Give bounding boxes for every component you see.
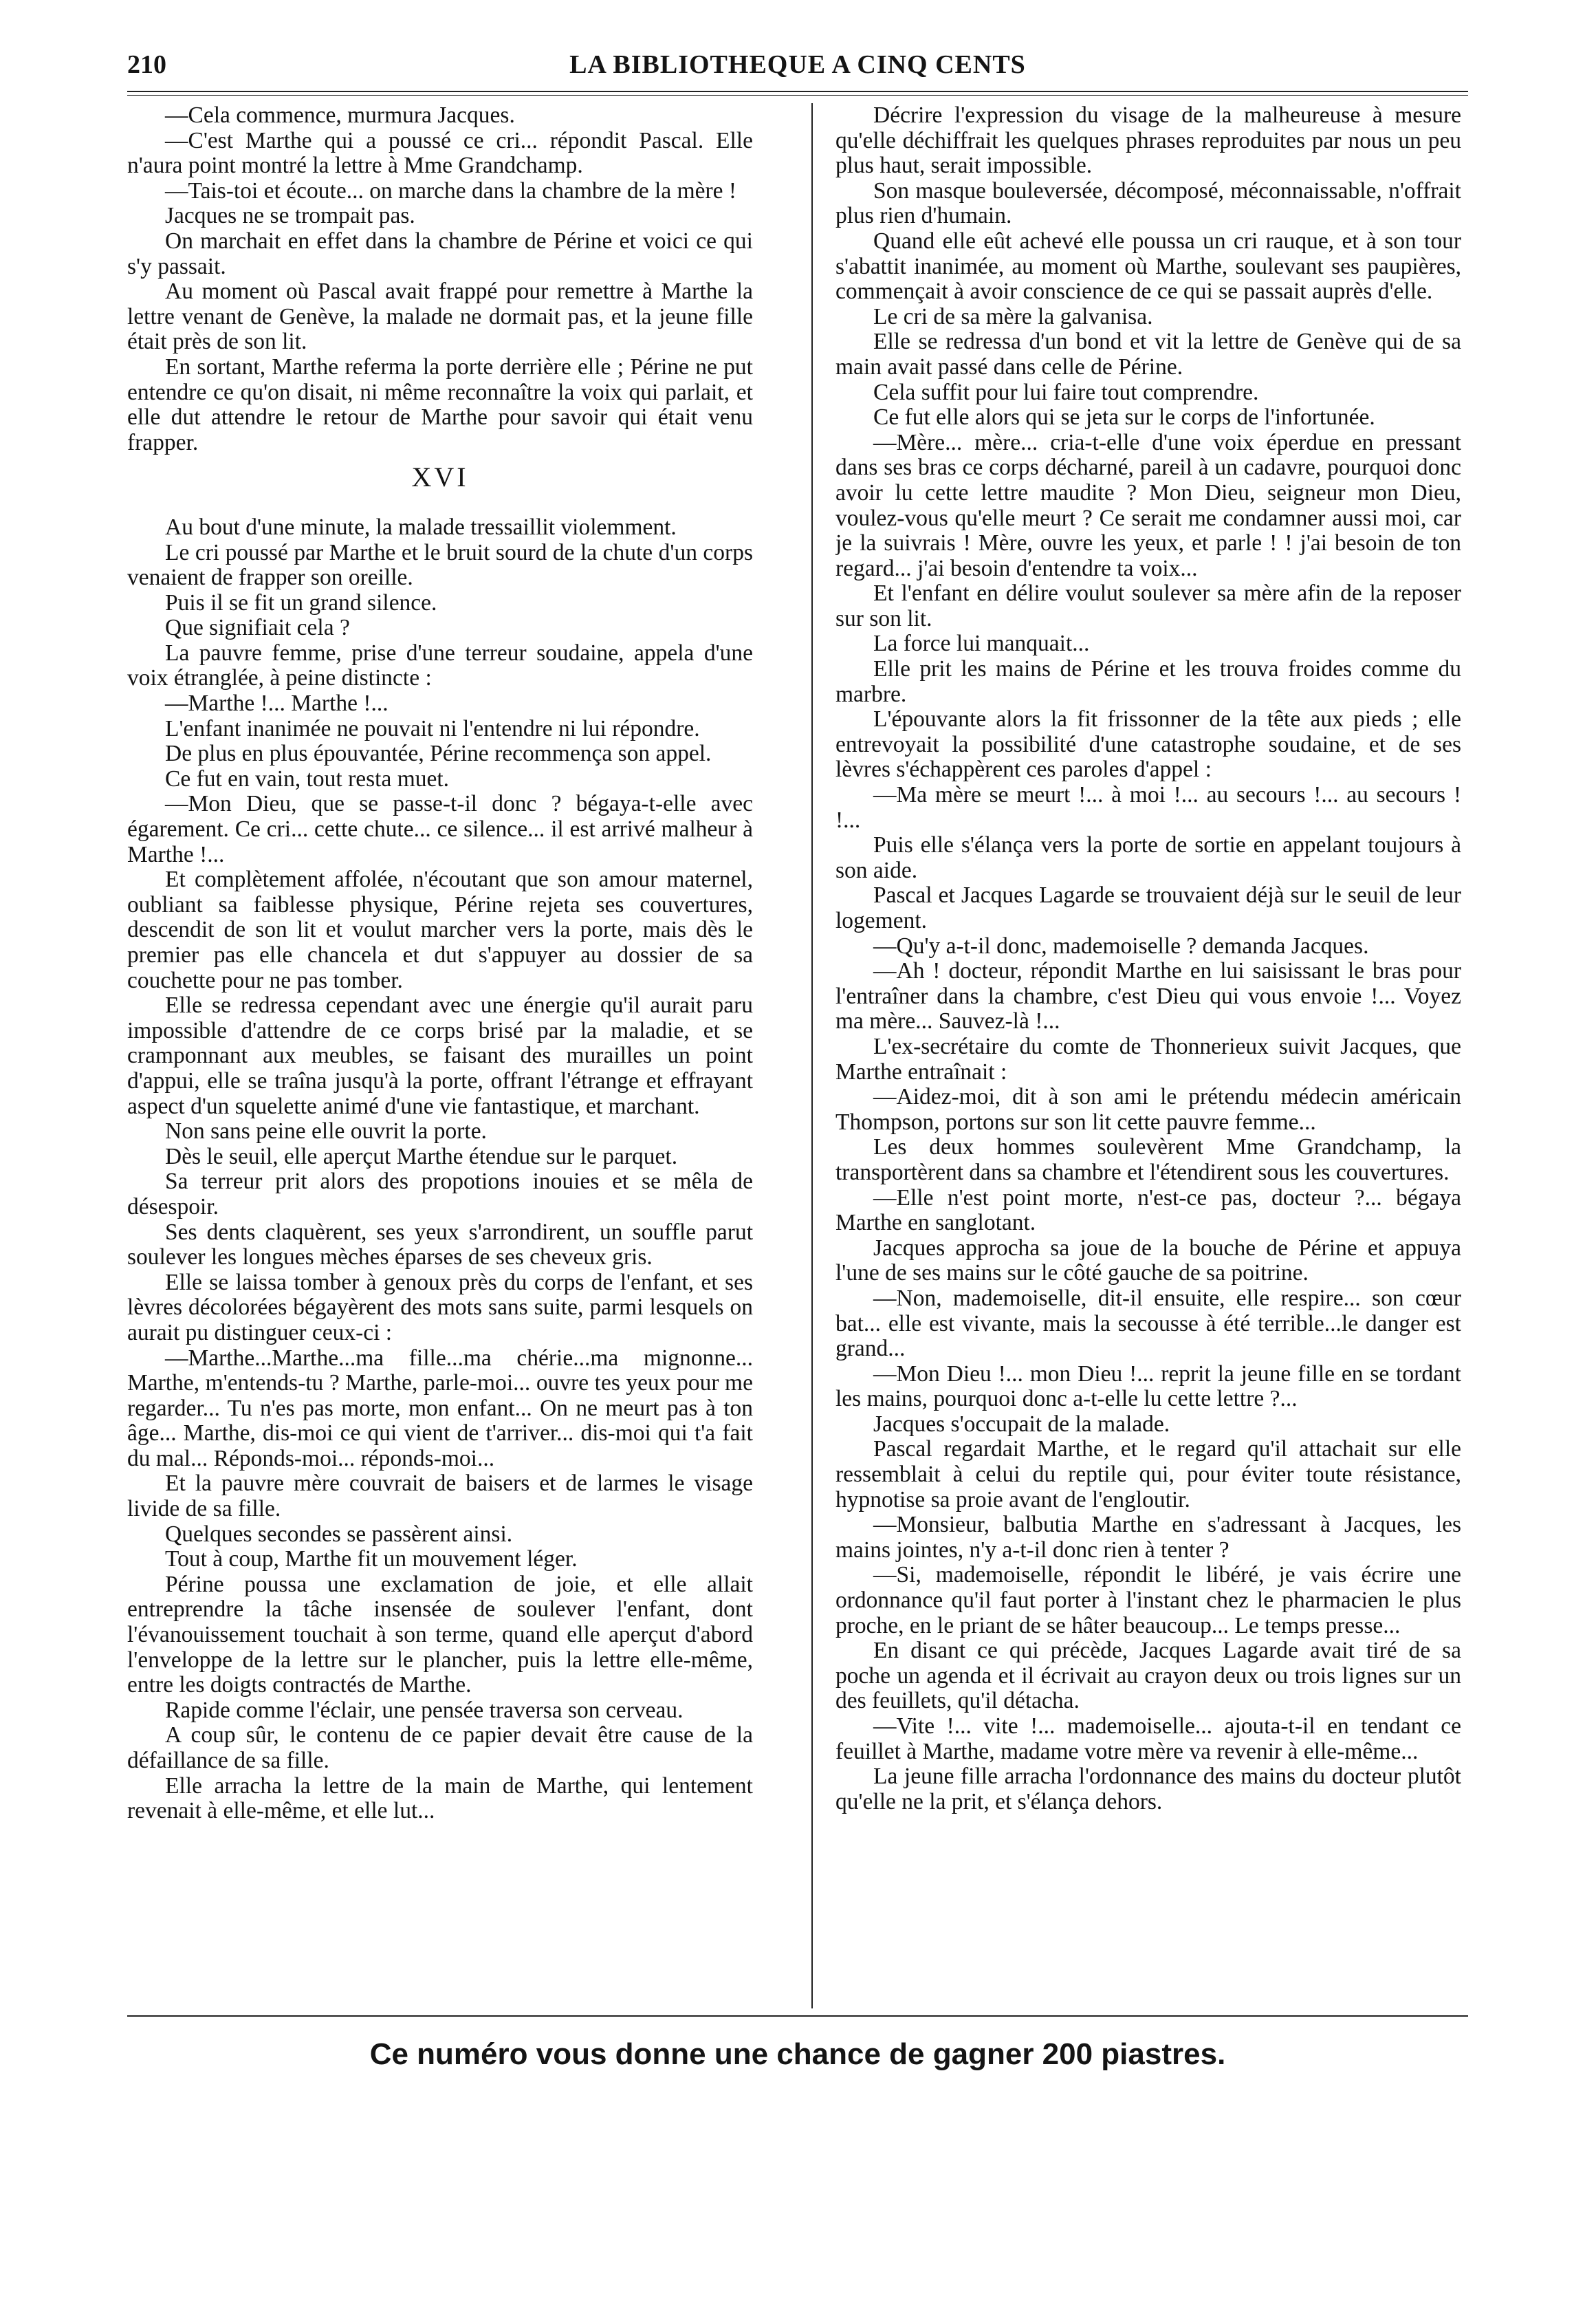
paragraph: Tout à coup, Marthe fit un mouvement léger. [165,1546,578,1572]
paragraph: L'épouvante alors la fit frissonner de la tête aux pieds ; elle entrevoyait la possibilité d'une catastrophe soudaine, et de ses lèvres s'échappèrent ces paroles d'appel : [835,706,1461,783]
paragraph: Et complètement affolée, n'écoutant que son amour maternel, oubliant sa faiblesse physique, Périne rejeta ses couvertures, descendit de son lit et voulut marcher vers la porte, mais dès le premier pas elle chancela et dut s'appuyer au dossier de sa couchette pour ne pas tomber. [127,867,753,993]
paragraph: Puis elle s'élança vers la porte de sortie en appelant toujours à son aide. [835,832,1461,883]
paragraph: Et la pauvre mère couvrait de baisers et de larmes le visage livide de sa fille. [127,1471,753,1522]
paragraph: A coup sûr, le contenu de ce papier devait être cause de la défaillance de sa fille. [127,1722,753,1773]
paragraph: Son masque bouleversée, décomposé, méconnaissable, n'offrait plus rien d'humain. [835,177,1461,229]
paragraph: Les deux hommes soulevèrent Mme Grandchamp, la transportèrent dans sa chambre et l'étendirent sous les couvertures. [835,1134,1461,1185]
left-paragraphs-after [127,515,753,1824]
paragraph: Et l'enfant en délire voulut soulever sa mère afin de la reposer sur son lit. [835,581,1461,631]
paragraph: On marchait en effet dans la chambre de Périne et voici ce qui s'y passait. [127,228,753,279]
paragraph: Quand elle eût achevé elle poussa un cri rauque, et à son tour s'abattit inanimée, au moment où Marthe, soulevant ses paupières, commençait à avoir conscience de ce qui se passait auprès d'elle. [835,228,1461,305]
paragraph: —Marthe !... Marthe !... [165,691,389,717]
paragraph: Jacques approcha sa joue de la bouche de Périne et appuya l'une de ses mains sur le côté gauche de sa poitrine. [835,1235,1461,1286]
paragraph: —Mon Dieu !... mon Dieu !... reprit la jeune fille en se tordant les mains, pourquoi donc a-t-elle lu cette lettre ?... [835,1361,1461,1412]
paragraph: Elle se laissa tomber à genoux près du corps de l'enfant, et ses lèvres décolorées bégayèrent des mots sans suite, parmi lesquels on aurait pu distinguer ceux-ci : [127,1269,753,1345]
paragraph: —Marthe...Marthe...ma fille...ma chérie...ma mignonne... Marthe, m'entends-tu ? Marthe, parle-moi... ouvre tes yeux pour me regarder... Tu n'es pas morte, mon enfant... On ne meurt pas à ton âge... Marthe, dis-moi ce qui vient de t'arriver... dis-moi qui t'a fait du mal... Réponds-moi... réponds-moi... [127,1345,753,1471]
left-column [127,103,753,2002]
running-head: LA BIBLIOTHEQUE A CINQ CENTS [569,50,1026,79]
paragraph: —Monsieur, balbutia Marthe en s'adressant à Jacques, les mains jointes, n'y a-t-il donc rien à tenter ? [835,1512,1461,1563]
paragraph: —Elle n'est point morte, n'est-ce pas, docteur ?... bégaya Marthe en sanglotant. [835,1184,1461,1236]
paragraph: Elle se redressa cependant avec une énergie qu'il aurait paru impossible d'attendre de ce corps brisé par la maladie, et se cramponnant aux meubles, se faisant des murailles un point d'appui, elle se traîna jusqu'à la porte, offrant l'étrange et effrayant aspect d'un squelette animé d'une vie fantastique, et marchant. [127,993,753,1119]
column-separator [811,103,813,2008]
left-paragraphs-before [127,103,753,455]
paragraph: Quelques secondes se passèrent ainsi. [165,1521,513,1547]
paragraph: L'ex-secrétaire du comte de Thonnerieux suivit Jacques, que Marthe entraînait : [835,1033,1461,1085]
page-header [127,50,1468,85]
paragraph: Pascal et Jacques Lagarde se trouvaient déjà sur le seuil de leur logement. [835,882,1461,933]
paragraph: —C'est Marthe qui a poussé ce cri... répondit Pascal. Elle n'aura point montré la lettre à Mme Grandchamp. [127,127,753,179]
paragraph: —Mon Dieu, que se passe-t-il donc ? bégaya-t-elle avec égarement. Ce cri... cette chute... ce silence... il est arrivé malheur à Marthe !... [127,791,753,867]
page-number: 210 [127,50,166,79]
paragraph: Rapide comme l'éclair, une pensée traversa son cerveau. [165,1697,684,1723]
paragraph: Jacques ne se trompait pas. [165,203,415,229]
right-column [835,103,1461,2002]
paragraph: —Si, mademoiselle, répondit le libéré, je vais écrire une ordonnance qu'il faut porter à l'instant chez le pharmacien le plus proche, en le priant de se hâter beaucoup... Le temps presse... [835,1562,1461,1638]
paragraph: En disant ce qui précède, Jacques Lagarde avait tiré de sa poche un agenda et il écrivait au crayon deux ou trois lignes sur un des feuillets, qu'il détacha. [835,1638,1461,1714]
paragraph: Dès le seuil, elle aperçut Marthe étendue sur le parquet. [165,1143,678,1169]
header-rule-thin [127,95,1468,96]
paragraph: Elle arracha la lettre de la main de Marthe, qui lentement revenait à elle-même, et elle lut... [127,1773,753,1824]
paragraph: Elle se redressa d'un bond et vit la lettre de Genève qui de sa main avait passé dans celle de Périne. [835,329,1461,380]
paragraph: De plus en plus épouvantée, Périne recommença son appel. [165,741,712,767]
paragraph: —Ah ! docteur, répondit Marthe en lui saisissant le bras pour l'entraîner dans la chambre, c'est Dieu qui vous envoie !... Voyez ma mère... Sauvez-là !... [835,958,1461,1034]
chapter-heading: XVI [411,462,469,493]
paragraph: Que signifiait cela ? [165,615,350,641]
header-rule [127,91,1468,92]
paragraph: Puis il se fit un grand silence. [165,589,437,616]
paragraph: En sortant, Marthe referma la porte derrière elle ; Périne ne put entendre ce qu'on disait, ni même reconnaître la voix qui parlait, et elle dut attendre le retour de Marthe pour savoir qui était venu frapper. [127,354,753,455]
paragraph: Cela suffit pour lui faire tout comprendre. [873,379,1259,405]
paragraph: Elle prit les mains de Périne et les trouva froides comme du marbre. [835,656,1461,707]
paragraph: Ce fut elle alors qui se jeta sur le corps de l'infortunée. [873,404,1375,431]
paragraph: Décrire l'expression du visage de la malheureuse à mesure qu'elle déchiffrait les quelques phrases reproduites par nous un peu plus haut, serait impossible. [835,103,1461,179]
paragraph: —Ma mère se meurt !... à moi !... au secours !... au secours ! !... [835,782,1461,833]
paragraph: La jeune fille arracha l'ordonnance des mains du docteur plutôt qu'elle ne la prit, et s'élança dehors. [835,1764,1461,1814]
paragraph: La force lui manquait... [873,631,1090,657]
footer-banner: Ce numéro vous donne une chance de gagner 200 piastres. [369,2037,1226,2071]
paragraph: Sa terreur prit alors des propotions inouies et se mêla de désespoir. [127,1169,753,1219]
paragraph: Pascal regardait Marthe, et le regard qu'il attachait sur elle ressemblait à celui du reptile qui, pour éviter toute résistance, hypnotise sa proie avant de l'engloutir. [835,1436,1461,1513]
paragraph: La pauvre femme, prise d'une terreur soudaine, appela d'une voix étranglée, à peine distincte : [127,640,753,691]
paragraph: Le cri de sa mère la galvanisa. [873,303,1153,329]
paragraph: —Vite !... vite !... mademoiselle... ajouta-t-il en tendant ce feuillet à Marthe, madame votre mère va revenir à elle-même... [835,1713,1461,1764]
paragraph: —Cela commence, murmura Jacques. [165,103,515,128]
paragraph: Ce fut en vain, tout resta muet. [165,766,450,792]
paragraph: Au bout d'une minute, la malade tressaillit violemment. [165,514,677,540]
paragraph: Ses dents claquèrent, ses yeux s'arrondirent, un souffle parut soulever les longues mèches éparses de ses cheveux gris. [127,1219,753,1270]
paragraph: —Tais-toi et écoute... on marche dans la chambre de la mère ! [165,177,737,204]
paragraph: —Non, mademoiselle, dit-il ensuite, elle respire... son cœur bat... elle est vivante, mais la secousse à été terrible...le danger est grand... [835,1285,1461,1362]
paragraph: Jacques s'occupait de la malade. [873,1411,1170,1437]
paragraph: —Aidez-moi, dit à son ami le prétendu médecin américain Thompson, portons sur son lit cette pauvre femme... [835,1084,1461,1135]
paragraph: Non sans peine elle ouvrit la porte. [165,1118,487,1145]
paragraph: L'enfant inanimée ne pouvait ni l'entendre ni lui répondre. [165,715,700,741]
paragraph: Périne poussa une exclamation de joie, et elle allait entreprendre la tâche insensée de soulever l'enfant, dont l'évanouissement touchait à son terme, quand elle aperçut d'abord l'enveloppe de la lettre sur le plancher, puis la lettre elle-même, entre les doigts contractés de Marthe. [127,1571,753,1698]
paragraph: —Mère... mère... cria-t-elle d'une voix éperdue en pressant dans ses bras ce corps décharné, pareil à un cadavre, pourquoi donc avoir lu cette lettre maudite ? Mon Dieu, seigneur mon Dieu, voulez-vous qu'elle meurt ? Ce serait me condamner aussi moi, car je la suivrais ! Mère, ouvre les yeux, et parle ! ! j'ai besoin de ton regard... j'ai besoin d'entendre ta voix... [835,429,1461,581]
footer-rule [127,2015,1468,2017]
paragraph: Le cri poussé par Marthe et le bruit sourd de la chute d'un corps venaient de frapper son oreille. [127,539,753,591]
paragraph: Au moment où Pascal avait frappé pour remettre à Marthe la lettre venant de Genève, la malade ne dormait pas, et la jeune fille était près de son lit. [127,279,753,355]
paragraph: —Qu'y a-t-il donc, mademoiselle ? demanda Jacques. [873,933,1369,959]
